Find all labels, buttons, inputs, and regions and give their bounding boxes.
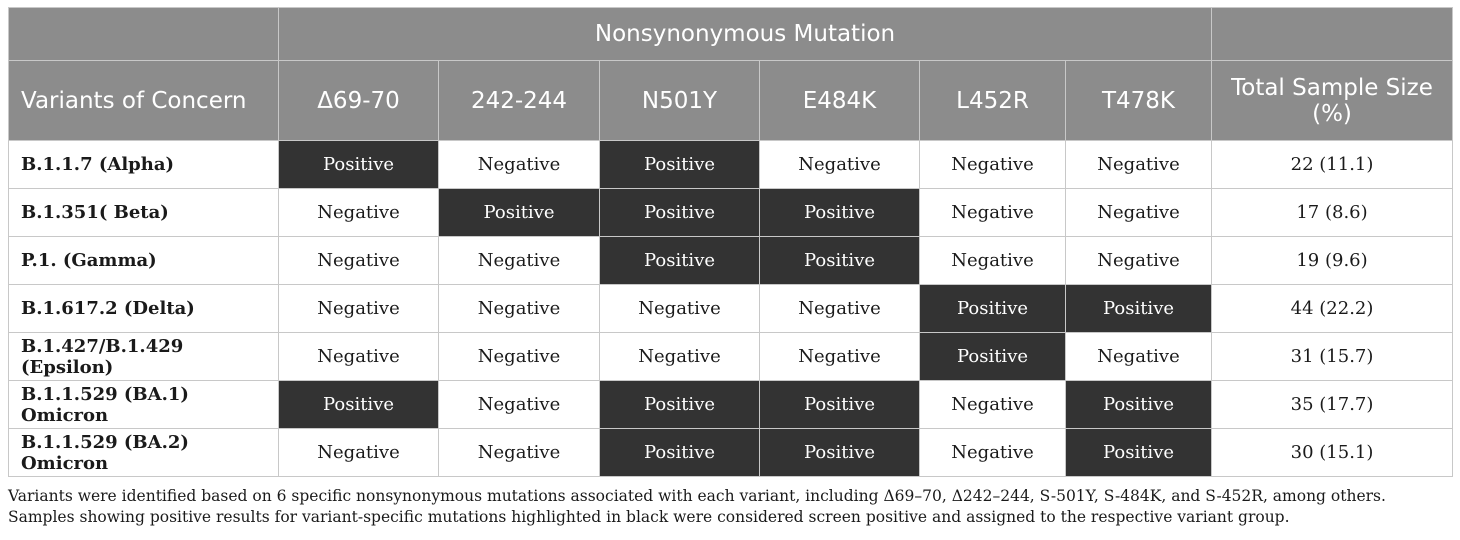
table-row <box>9 237 1453 285</box>
table-row <box>9 285 1453 333</box>
variant-name: B.1.1.7 (Alpha) <box>9 141 279 189</box>
variant-name: B.1.1.529 (BA.2) Omicron <box>9 429 279 477</box>
table-row <box>9 381 1453 429</box>
mutation-cell: Negative <box>279 237 439 285</box>
variant-name: B.1.1.529 (BA.1) Omicron <box>9 381 279 429</box>
mutation-cell: Negative <box>1066 189 1212 237</box>
mutation-cell: Positive <box>760 189 920 237</box>
mutation-cell: Negative <box>760 141 920 189</box>
column-header-n501y: N501Y <box>600 61 760 141</box>
mutation-cell: Positive <box>439 189 600 237</box>
variant-name: P.1. (Gamma) <box>9 237 279 285</box>
mutation-cell: Positive <box>600 381 760 429</box>
total-cell: 35 (17.7) <box>1212 381 1453 429</box>
mutation-cell: Negative <box>279 285 439 333</box>
mutation-cell: Negative <box>1066 333 1212 381</box>
column-header-242-244: 242-244 <box>439 61 600 141</box>
total-cell: 44 (22.2) <box>1212 285 1453 333</box>
column-header-variants: Variants of Concern <box>9 61 279 141</box>
total-cell: 17 (8.6) <box>1212 189 1453 237</box>
table-footnote: Variants were identified based on 6 specific nonsynonymous mutations associated with each variant, including Δ69–70, Δ242–244, S-501Y, S-484K, and S-452R, among others. Samples showing positive results for variant-specific mutations highlighted in black were considered screen positive and assigned to the respective variant group. <box>8 487 1386 526</box>
mutation-cell: Positive <box>920 285 1066 333</box>
mutation-cell: Positive <box>760 237 920 285</box>
total-cell: 31 (15.7) <box>1212 333 1453 381</box>
mutation-cell: Positive <box>600 237 760 285</box>
table-row <box>9 141 1453 189</box>
mutation-cell: Positive <box>760 429 920 477</box>
mutation-cell: Negative <box>920 189 1066 237</box>
table-row <box>9 333 1453 381</box>
mutation-cell: Negative <box>439 141 600 189</box>
total-cell: 22 (11.1) <box>1212 141 1453 189</box>
mutation-cell: Positive <box>279 141 439 189</box>
mutation-cell: Negative <box>439 429 600 477</box>
mutation-cell: Negative <box>439 285 600 333</box>
mutation-cell: Negative <box>1066 237 1212 285</box>
mutation-cell: Positive <box>279 381 439 429</box>
mutation-cell: Positive <box>760 381 920 429</box>
mutation-cell: Negative <box>920 381 1066 429</box>
column-header-e484k: E484K <box>760 61 920 141</box>
mutation-cell: Negative <box>920 141 1066 189</box>
mutation-cell: Negative <box>760 285 920 333</box>
table-body <box>9 141 1453 477</box>
variants-table <box>8 7 1453 477</box>
mutation-cell: Negative <box>920 429 1066 477</box>
table-row <box>9 429 1453 477</box>
total-cell: 19 (9.6) <box>1212 237 1453 285</box>
column-header-l452r: L452R <box>920 61 1066 141</box>
mutation-cell: Negative <box>1066 141 1212 189</box>
variant-name: B.1.427/B.1.429 (Epsilon) <box>9 333 279 381</box>
mutation-cell: Positive <box>600 189 760 237</box>
mutation-cell: Negative <box>600 333 760 381</box>
total-cell: 30 (15.1) <box>1212 429 1453 477</box>
mutation-cell: Negative <box>920 237 1066 285</box>
mutation-cell: Positive <box>1066 381 1212 429</box>
mutation-cell: Negative <box>279 333 439 381</box>
mutation-cell: Positive <box>600 141 760 189</box>
table-container <box>8 7 1452 477</box>
mutation-cell: Negative <box>760 333 920 381</box>
mutation-cell: Positive <box>600 429 760 477</box>
mutation-cell: Negative <box>439 237 600 285</box>
mutation-cell: Positive <box>1066 429 1212 477</box>
mutation-cell: Negative <box>279 429 439 477</box>
mutation-cell: Positive <box>1066 285 1212 333</box>
mutation-cell: Positive <box>920 333 1066 381</box>
mutation-cell: Negative <box>600 285 760 333</box>
group-header: Nonsynonymous Mutation <box>279 8 1212 61</box>
mutation-cell: Negative <box>439 381 600 429</box>
mutation-cell: Negative <box>439 333 600 381</box>
mutation-cell: Negative <box>279 189 439 237</box>
variant-name: B.1.617.2 (Delta) <box>9 285 279 333</box>
column-header-t478k: T478K <box>1066 61 1212 141</box>
table-row <box>9 189 1453 237</box>
column-header-total: Total Sample Size (%) <box>1212 61 1453 141</box>
column-header-del69-70: Δ69-70 <box>279 61 439 141</box>
header-blank-left <box>9 8 279 61</box>
header-blank-right <box>1212 8 1453 61</box>
variant-name: B.1.351( Beta) <box>9 189 279 237</box>
